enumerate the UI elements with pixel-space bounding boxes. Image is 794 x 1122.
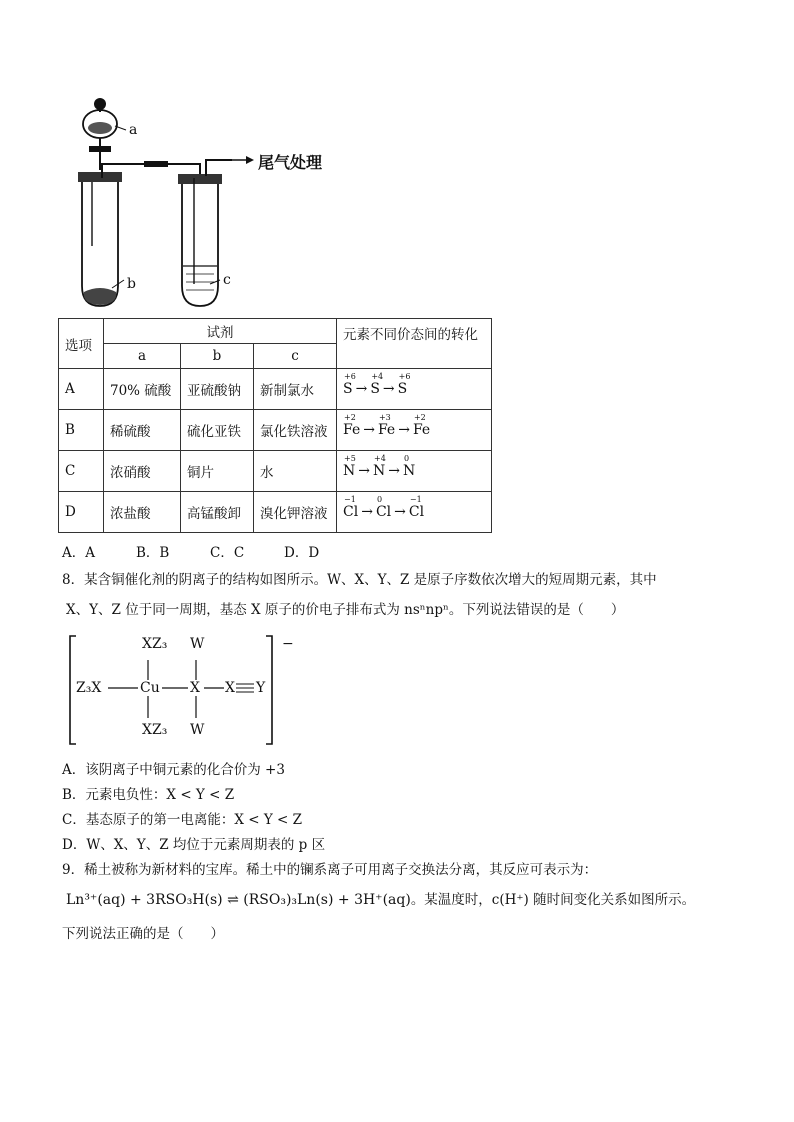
element-text: N [402, 463, 416, 479]
right-test-tube [182, 180, 218, 306]
row-reagent-a: 稀硫酸 [104, 410, 181, 451]
element-symbol [370, 372, 384, 397]
q9-stem-line3: 下列说法正确的是（ ） [62, 926, 224, 942]
element-text: S [370, 381, 380, 397]
element-text: Cl [375, 504, 392, 520]
struct-bottom-right: W [190, 722, 205, 738]
element-symbol [343, 495, 359, 520]
row-reagent-b: 高锰酸卸 [181, 492, 254, 533]
row-reagent-c: 水 [254, 451, 337, 492]
table-row [59, 410, 492, 451]
oxidation-state: +6 [398, 372, 411, 381]
subheader-c: c [254, 344, 337, 369]
row-reagent-b: 铜片 [181, 451, 254, 492]
struct-x2: X [225, 680, 235, 696]
label-c: c [223, 272, 231, 288]
subheader-b: b [181, 344, 254, 369]
q7-choice-b[interactable]: B．B [136, 545, 170, 561]
arrow-icon: → [355, 381, 368, 397]
arrow-icon: → [363, 422, 375, 438]
arrow-icon: → [394, 504, 406, 520]
label-b: b [127, 276, 136, 292]
arrow-icon: → [361, 504, 373, 520]
tail-gas-label: 尾气处理 [258, 153, 323, 172]
options-table-body [59, 369, 492, 533]
oxidation-state: 0 [403, 454, 410, 463]
q9-after-equation: 。某温度时，c(H⁺) 随时间变化关系如图所示。 [410, 892, 696, 908]
header-conversion: 元素不同价态间的转化 [337, 319, 492, 369]
struct-center-cu: Cu [140, 680, 160, 696]
element-symbol [377, 413, 396, 438]
subheader-a: a [104, 344, 181, 369]
left-test-tube [82, 178, 118, 306]
header-reagent: 试剂 [104, 319, 337, 344]
oxidation-state: +2 [344, 413, 356, 422]
row-reagent-c: 氯化铁溶液 [254, 410, 337, 451]
funnel-liquid [88, 122, 112, 134]
oxidation-state: −1 [409, 495, 422, 504]
element-symbol [412, 413, 431, 438]
funnel-stopcock [89, 146, 111, 152]
element-symbol [343, 413, 361, 438]
arrow-icon: → [388, 463, 400, 479]
q8-option-d[interactable]: D．W、X、Y、Z 均位于元素周期表的 p 区 [62, 837, 326, 853]
element-symbol [372, 454, 386, 479]
header-option: 选项 [59, 319, 104, 369]
q8-option-c[interactable]: C．基态原子的第一电离能：X < Y < Z [62, 812, 303, 828]
struct-charge: − [282, 636, 294, 652]
left-tube-stopper [78, 172, 122, 182]
element-symbol [343, 454, 356, 479]
row-reagent-b: 亚硫酸钠 [181, 369, 254, 410]
element-text: S [343, 381, 353, 397]
label-a: a [129, 122, 138, 138]
q8-option-b[interactable]: B．元素电负性：X < Y < Z [62, 787, 235, 803]
oxidation-state: +3 [378, 413, 391, 422]
element-text: S [397, 381, 408, 397]
element-symbol [408, 495, 425, 520]
struct-y: Y [256, 680, 266, 696]
row-conversion [337, 451, 492, 492]
element-symbol [343, 372, 356, 397]
element-text: N [372, 463, 386, 479]
funnel-stopper [94, 98, 106, 110]
oxidation-state: +2 [413, 413, 426, 422]
element-text: Cl [408, 504, 425, 520]
row-reagent-c: 溴化钾溶液 [254, 492, 337, 533]
oxidation-state: +6 [344, 372, 356, 381]
q9-equation: Ln³⁺(aq) + 3RSO₃H(s) ⇌ (RSO₃)₃Ln(s) + 3H⁺(aq) [66, 892, 411, 908]
oxidation-state: +5 [344, 454, 356, 463]
table-row [59, 451, 492, 492]
q9-stem-line1: 9．稀土被称为新材料的宝库。稀土中的镧系离子可用离子交换法分离，其反应可表示为： [62, 862, 598, 878]
options-table [58, 318, 492, 533]
row-option: C [59, 451, 104, 492]
oxidation-state: +4 [373, 454, 386, 463]
q8-stem-line1: 8．某含铜催化剂的阴离子的结构如图所示。W、X、Y、Z 是原子序数依次增大的短周期元素，其中 [62, 572, 657, 588]
struct-top-right: W [190, 636, 205, 652]
element-text: Fe [412, 422, 431, 438]
struct-x: X [190, 680, 200, 696]
row-conversion [337, 492, 492, 533]
arrow-icon: → [398, 422, 410, 438]
element-text: N [343, 463, 356, 479]
element-text: Fe [343, 422, 361, 438]
element-symbol [375, 495, 392, 520]
element-symbol [402, 454, 416, 479]
struct-left: Z₃X [76, 680, 102, 696]
row-conversion [337, 369, 492, 410]
row-reagent-a: 70% 硫酸 [104, 369, 181, 410]
row-reagent-a: 浓盐酸 [104, 492, 181, 533]
row-option: D [59, 492, 104, 533]
reaction-apparatus-figure [60, 88, 360, 316]
q8-stem-line2: X、Y、Z 位于同一周期，基态 X 原子的价电子排布式为 nsⁿnpⁿ。下列说法错误的是（ ） [66, 602, 625, 618]
row-option: B [59, 410, 104, 451]
struct-top-left: XZ₃ [142, 636, 168, 652]
q7-choice-c[interactable]: C．C [210, 545, 245, 561]
q7-choice-a[interactable]: A．A [62, 545, 95, 561]
element-text: Cl [343, 504, 359, 520]
row-reagent-a: 浓硝酸 [104, 451, 181, 492]
q9-equation-line [66, 888, 695, 908]
struct-bottom-left: XZ₃ [142, 722, 168, 738]
row-reagent-b: 硫化亚铁 [181, 410, 254, 451]
row-conversion [337, 410, 492, 451]
q7-choice-d[interactable]: D．D [284, 545, 320, 561]
element-symbol [397, 372, 411, 397]
q8-option-a[interactable]: A．该阴离子中铜元素的化合价为 +3 [62, 762, 285, 778]
arrow-icon: → [358, 463, 370, 479]
element-text: Fe [377, 422, 396, 438]
table-row [59, 369, 492, 410]
oxidation-state: 0 [376, 495, 383, 504]
q7-choices [62, 541, 319, 561]
right-tube-stopper [178, 174, 222, 184]
oxidation-state: −1 [344, 495, 356, 504]
oxidation-state: +4 [371, 372, 384, 381]
table-row [59, 492, 492, 533]
row-reagent-c: 新制氯水 [254, 369, 337, 410]
arrow-icon: → [382, 381, 395, 397]
row-option: A [59, 369, 104, 410]
